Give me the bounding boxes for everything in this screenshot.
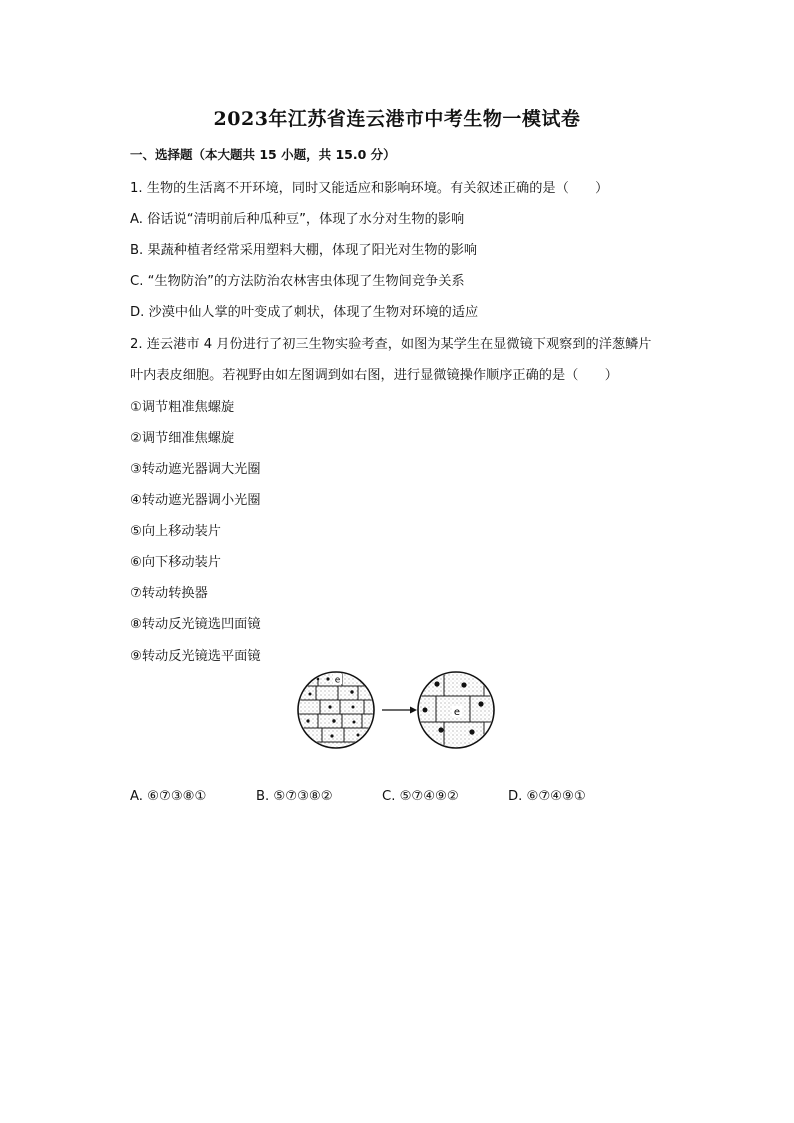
step-7: ⑦转动转换器 bbox=[130, 586, 208, 601]
step-2: ②调节细准焦螺旋 bbox=[130, 431, 235, 446]
left-microscope-view bbox=[296, 670, 376, 750]
question-2-stem-line-1: 2. 连云港市 4 月份进行了初三生物实验考查，如图为某学生在显微镜下观察到的洋葱鳞片 bbox=[130, 337, 652, 352]
arrow-icon bbox=[382, 707, 417, 714]
step-5: ⑤向上移动装片 bbox=[130, 524, 221, 539]
step-8: ⑧转动反光镜选凹面镜 bbox=[130, 617, 261, 632]
step-4: ④转动遮光器调小光圈 bbox=[130, 493, 261, 508]
question-2-stem-line-2: 叶内表皮细胞。若视野由如左图调到如右图，进行显微镜操作顺序正确的是（ ） bbox=[130, 368, 618, 383]
step-6: ⑥向下移动装片 bbox=[130, 555, 221, 570]
right-view-label: e bbox=[453, 707, 461, 718]
question-1-stem: 1. 生物的生活离不开环境，同时又能适应和影响环境。有关叙述正确的是（ ） bbox=[130, 181, 609, 196]
question-2-option-b: B. ⑤⑦③⑧② bbox=[256, 789, 333, 804]
microscope-view-figure bbox=[296, 670, 496, 750]
step-1: ①调节粗准焦螺旋 bbox=[130, 400, 235, 415]
page-title: 2023年江苏省连云港市中考生物一模试卷 bbox=[213, 108, 581, 130]
question-2-option-a: A. ⑥⑦③⑧① bbox=[130, 789, 207, 804]
question-1-option-c: C. “生物防治”的方法防治农林害虫体现了生物间竞争关系 bbox=[130, 274, 465, 289]
step-3: ③转动遮光器调大光圈 bbox=[130, 462, 261, 477]
question-2-option-c: C. ⑤⑦④⑨② bbox=[382, 789, 459, 804]
right-microscope-view bbox=[414, 670, 494, 750]
question-1-option-d: D. 沙漠中仙人掌的叶变成了刺状，体现了生物对环境的适应 bbox=[130, 305, 479, 320]
section-heading: 一、选择题（本大题共 15 小题，共 15.0 分） bbox=[130, 147, 396, 162]
step-9: ⑨转动反光镜选平面镜 bbox=[130, 649, 261, 664]
question-1-option-b: B. 果蔬种植者经常采用塑料大棚，体现了阳光对生物的影响 bbox=[130, 243, 478, 258]
left-view-label: e bbox=[334, 675, 341, 686]
question-1-option-a: A. 俗话说“清明前后种瓜种豆”，体现了水分对生物的影响 bbox=[130, 212, 465, 227]
question-2-option-d: D. ⑥⑦④⑨① bbox=[508, 789, 586, 804]
